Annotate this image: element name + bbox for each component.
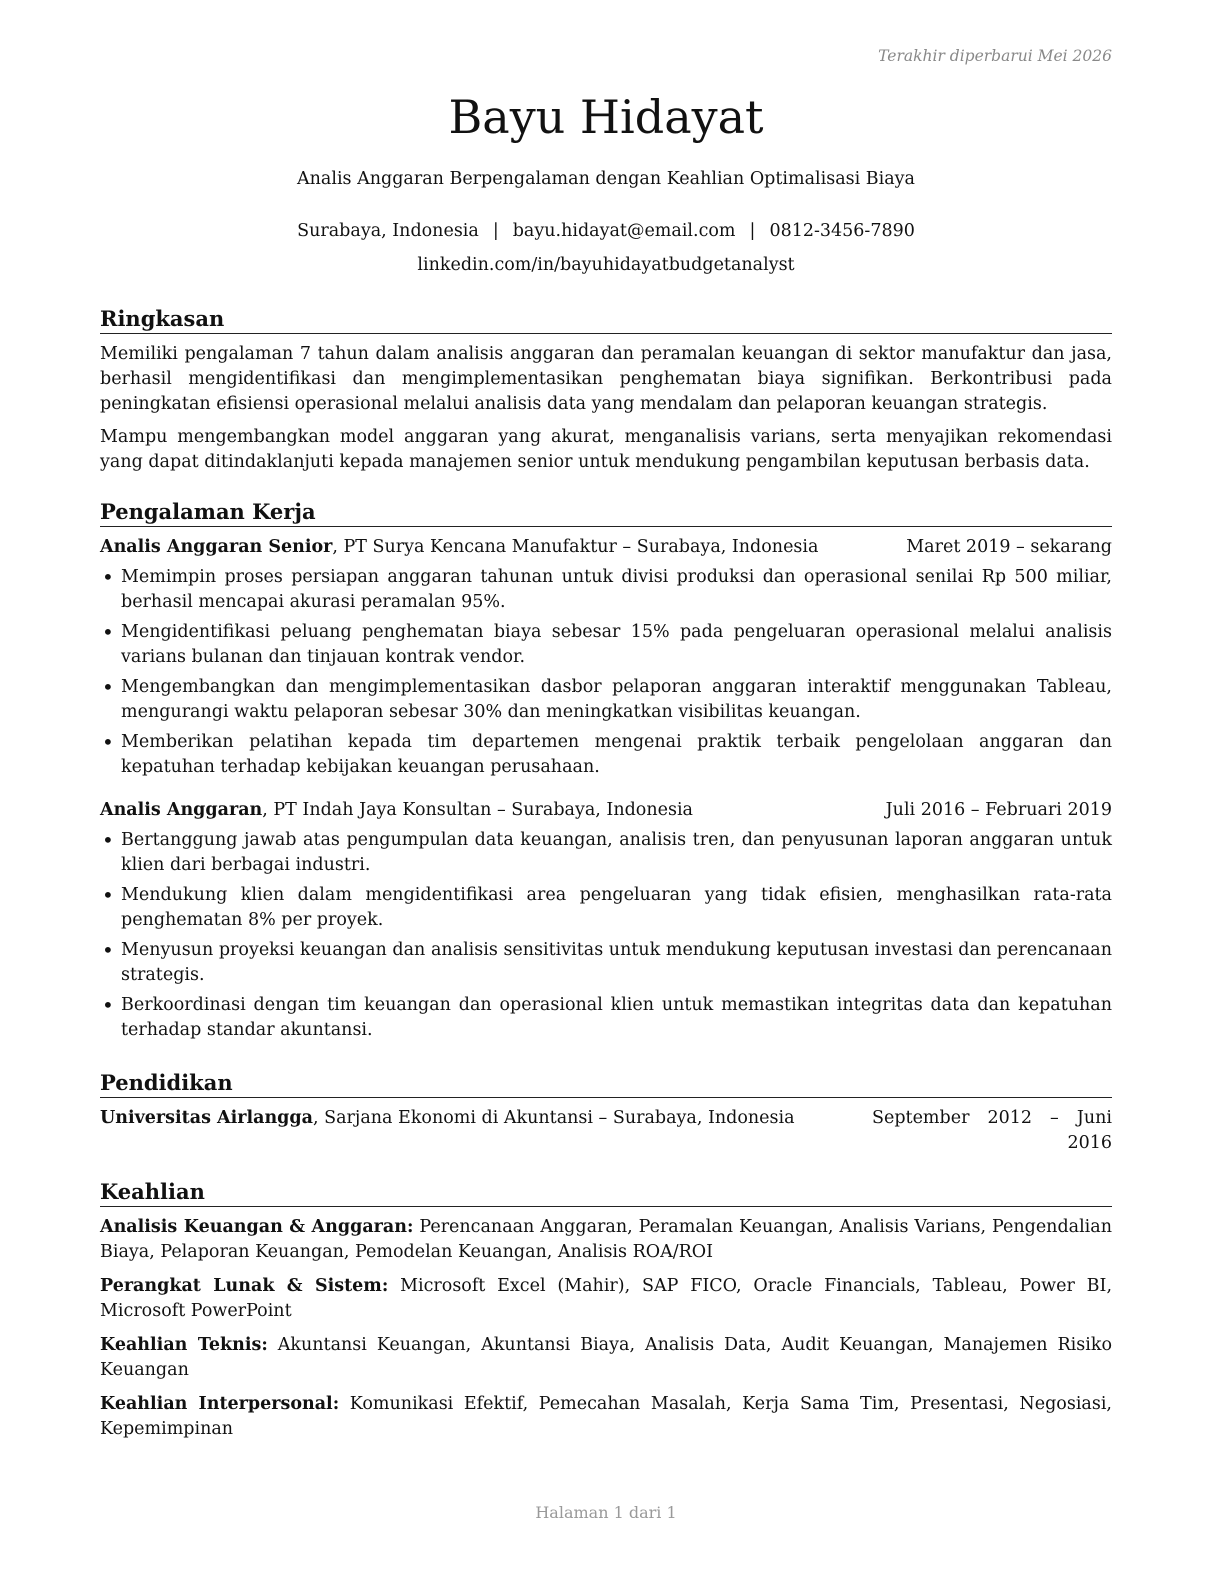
summary-section [100,305,1112,483]
job-role: Analis Anggaran [100,800,263,820]
list-item: • Mendukung klien dalam mengidentifikasi area pengeluaran yang tidak efisien, menghasilkan rata-rata penghematan 8% per proyek. [100,883,1112,933]
tagline: Analis Anggaran Berpengalaman dengan Keahlian Optimalisasi Biaya [297,169,915,189]
candidate-name: Bayu Hidayat [448,90,764,144]
education-dates [872,1106,1112,1156]
skill-label: Analisis Keuangan & Anggaran: [100,1217,414,1237]
list-item: • Mengembangkan dan mengimplementasikan dasbor pelaporan anggaran interaktif menggunakan Tableau, mengurangi waktu pelaporan sebesar 30% dan meningkatkan visibilitas keuangan. [100,675,1112,725]
list-item: • Menyusun proyeksi keuangan dan analisis sensitivitas untuk mendukung keputusan investasi dan perencanaan strategis. [100,938,1112,988]
contact-line [100,219,1112,244]
date-word: September [872,1108,970,1128]
skills-section [100,1178,1112,1451]
job-header [100,535,1112,560]
date-word: – [1050,1108,1059,1128]
school-name: Universitas Airlangga [100,1108,313,1128]
skill-group [100,1274,1112,1324]
education-section [100,1069,1112,1156]
skill-items: Komunikasi Efektif, Pemecahan Masalah, Kerja Sama Tim, Presentasi, Negosiasi, Kepemimpinan [100,1394,1112,1439]
section-title: Pendidikan [100,1069,1112,1098]
page-number: Halaman 1 dari 1 [535,1503,677,1522]
skill-label: Perangkat Lunak & Sistem: [100,1276,389,1296]
section-title: Keahlian [100,1178,1112,1207]
education-entry [100,1106,1112,1156]
job-entry [100,535,1112,780]
job-role: Analis Anggaran Senior [100,537,333,557]
last-updated: Terakhir diperbarui Mei 2026 [878,47,1112,65]
skill-items: Microsoft Excel (Mahir), SAP FICO, Oracle Financials, Tableau, Power BI, Microsoft PowerPoint [100,1276,1113,1321]
list-item: • Memberikan pelatihan kepada tim departemen mengenai praktik terbaik pengelolaan anggaran dan kepatuhan terhadap kebijakan keuangan perusahaan. [100,730,1112,780]
section-title: Ringkasan [100,305,1112,334]
summary-paragraph: Memiliki pengalaman 7 tahun dalam analisis anggaran dan peramalan keuangan di sektor manufaktur dan jasa, berhasil mengidentifikasi dan mengimplementasikan penghematan biaya signifikan. Berkontribusi pada peningkatan efisiensi operasional melalui analisis data yang mendalam dan pelaporan keuangan strategis. [100,344,1112,414]
location: Surabaya, Indonesia [297,221,479,241]
linkedin-link[interactable]: linkedin.com/in/bayuhidayatbudgetanalyst [417,255,795,275]
job-bullets [100,828,1112,1043]
skill-items: Perencanaan Anggaran, Peramalan Keuangan, Analisis Varians, Pengendalian Biaya, Pelaporan Keuangan, Pemodelan Keuangan, Analisis ROA/ROI [100,1217,1112,1262]
skill-group [100,1215,1112,1265]
job-company: , PT Indah Jaya Konsultan – Surabaya, Indonesia [262,800,693,820]
job-dates: Maret 2019 – sekarang [906,537,1112,557]
skill-group [100,1392,1112,1442]
job-company: , PT Surya Kencana Manufaktur – Surabaya, Indonesia [332,537,819,557]
job-dates: Juli 2016 – Februari 2019 [885,800,1112,820]
date-word: 2016 [1067,1133,1112,1153]
job-header [100,798,1112,823]
list-item: • Bertanggung jawab atas pengumpulan data keuangan, analisis tren, dan penyusunan laporan anggaran untuk klien dari berbagai industri. [100,828,1112,878]
skill-label: Keahlian Teknis: [100,1335,268,1355]
resume-page [100,0,1112,1584]
experience-section [100,498,1112,1048]
phone: 0812-3456-7890 [769,221,915,241]
list-item: • Memimpin proses persiapan anggaran tahunan untuk divisi produksi dan operasional senilai Rp 500 miliar, berhasil mencapai akurasi peramalan 95%. [100,565,1112,615]
section-title: Pengalaman Kerja [100,498,1112,527]
list-item: • Berkoordinasi dengan tim keuangan dan operasional klien untuk memastikan integritas data dan kepatuhan terhadap standar akuntansi. [100,993,1112,1043]
date-word: 2012 [987,1108,1033,1128]
date-word: Juni [1076,1108,1112,1128]
email-link[interactable]: bayu.hidayat@email.com [512,221,736,241]
degree: , Sarjana Ekonomi di Akuntansi – Surabaya, Indonesia [313,1108,795,1128]
skill-group [100,1333,1112,1383]
separator: | [749,221,756,241]
separator: | [492,221,499,241]
list-item: • Mengidentifikasi peluang penghematan biaya sebesar 15% pada pengeluaran operasional melalui analisis varians bulanan dan tinjauan kontrak vendor. [100,620,1112,670]
job-entry [100,798,1112,1043]
skill-label: Keahlian Interpersonal: [100,1394,340,1414]
summary-paragraph: Mampu mengembangkan model anggaran yang akurat, menganalisis varians, serta menyajikan rekomendasi yang dapat ditindaklanjuti kepada manajemen senior untuk mendukung pengambilan keputusan berbasis data. [100,427,1112,472]
skill-items: Akuntansi Keuangan, Akuntansi Biaya, Analisis Data, Audit Keuangan, Manajemen Risiko Keuangan [100,1335,1112,1380]
job-bullets [100,565,1112,780]
